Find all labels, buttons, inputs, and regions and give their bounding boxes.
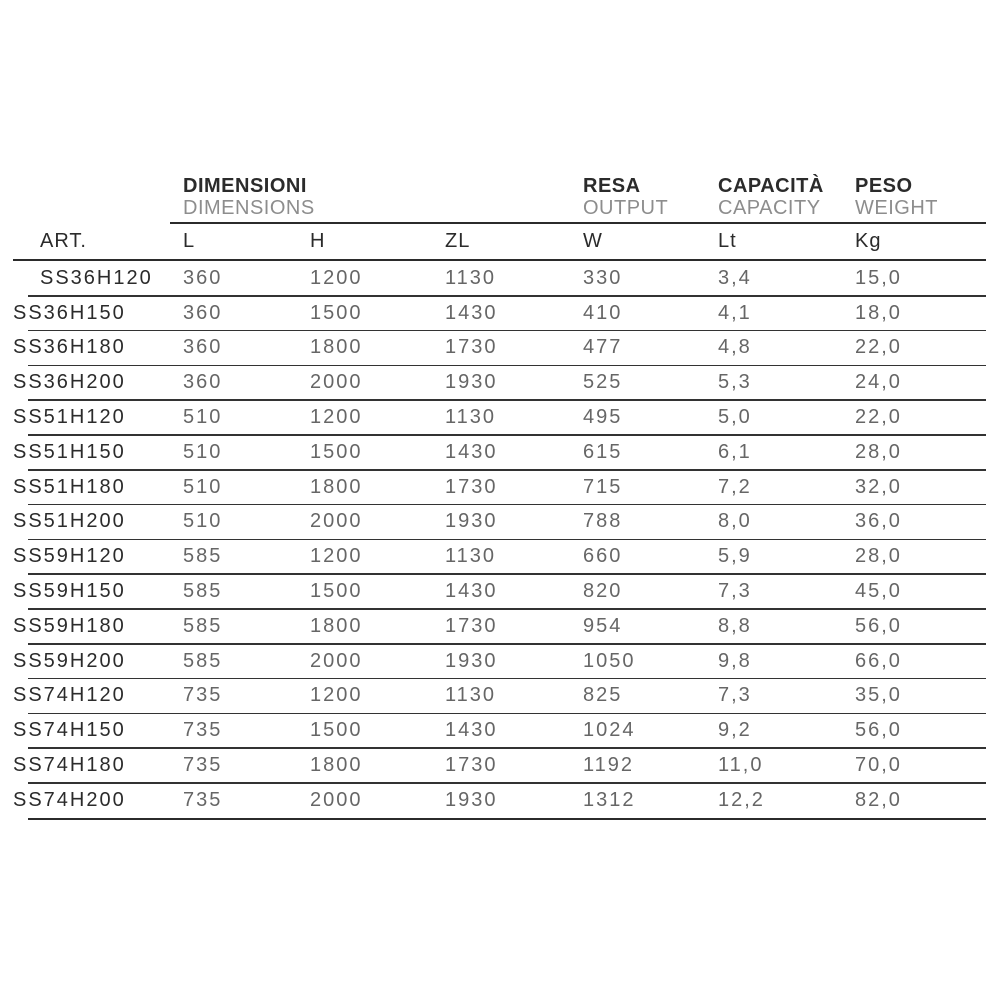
cell-zl: 1430 xyxy=(445,580,498,603)
cell-lt: 7,3 xyxy=(718,580,752,603)
cell-art: SS59H180 xyxy=(13,614,126,637)
group-header-secondary: OUTPUT xyxy=(583,197,669,219)
column-header-w: W xyxy=(583,230,603,252)
column-header-kg: Kg xyxy=(855,230,882,252)
row-separator xyxy=(28,713,986,715)
table-row xyxy=(13,748,986,783)
cell-kg: 56,0 xyxy=(855,614,902,637)
cell-kg: 22,0 xyxy=(855,406,902,429)
cell-h: 1800 xyxy=(310,336,363,359)
cell-lt: 5,3 xyxy=(718,371,752,394)
cell-art: SS36H150 xyxy=(13,301,126,324)
cell-kg: 24,0 xyxy=(855,371,902,394)
cell-w: 1312 xyxy=(583,788,636,811)
cell-art: SS59H150 xyxy=(13,580,126,603)
group-header-output xyxy=(583,175,718,222)
cell-kg: 22,0 xyxy=(855,336,902,359)
cell-lt: 7,3 xyxy=(718,684,752,707)
cell-kg: 28,0 xyxy=(855,545,902,568)
cell-w: 788 xyxy=(583,510,623,533)
cell-l: 735 xyxy=(183,754,223,777)
cell-h: 1500 xyxy=(310,440,363,463)
group-header-primary: RESA xyxy=(583,175,641,197)
cell-art: SS51H150 xyxy=(13,440,126,463)
row-separator xyxy=(28,469,986,471)
cell-w: 477 xyxy=(583,336,623,359)
cell-w: 525 xyxy=(583,371,623,394)
row-separator xyxy=(28,365,986,367)
cell-kg: 32,0 xyxy=(855,475,902,498)
row-separator xyxy=(28,608,986,610)
table-row xyxy=(13,644,986,679)
table-row xyxy=(13,505,986,540)
table-row xyxy=(13,609,986,644)
cell-art: SS36H120 xyxy=(40,266,153,289)
cell-l: 360 xyxy=(183,266,223,289)
table-row xyxy=(13,470,986,505)
cell-l: 585 xyxy=(183,580,223,603)
cell-art: SS74H180 xyxy=(13,754,126,777)
cell-w: 954 xyxy=(583,614,623,637)
cell-zl: 1730 xyxy=(445,336,498,359)
cell-kg: 70,0 xyxy=(855,754,902,777)
table-row xyxy=(13,296,986,331)
spec-table xyxy=(13,175,986,820)
cell-art: SS59H200 xyxy=(13,649,126,672)
cell-lt: 9,2 xyxy=(718,719,752,742)
row-separator xyxy=(28,539,986,541)
cell-h: 1200 xyxy=(310,266,363,289)
cell-art: SS36H200 xyxy=(13,371,126,394)
table-row xyxy=(13,400,986,435)
cell-w: 1050 xyxy=(583,649,636,672)
cell-l: 585 xyxy=(183,649,223,672)
cell-zl: 1930 xyxy=(445,649,498,672)
cell-w: 330 xyxy=(583,266,623,289)
cell-art: SS74H200 xyxy=(13,788,126,811)
cell-l: 360 xyxy=(183,336,223,359)
table-row xyxy=(13,261,986,296)
cell-lt: 5,0 xyxy=(718,406,752,429)
cell-h: 2000 xyxy=(310,649,363,672)
cell-l: 510 xyxy=(183,440,223,463)
cell-lt: 8,8 xyxy=(718,614,752,637)
cell-w: 1024 xyxy=(583,719,636,742)
column-header-h: H xyxy=(310,230,326,252)
row-separator xyxy=(28,434,986,436)
table-row xyxy=(13,365,986,400)
cell-lt: 11,0 xyxy=(718,754,764,777)
cell-w: 495 xyxy=(583,406,623,429)
cell-lt: 12,2 xyxy=(718,788,765,811)
cell-h: 1800 xyxy=(310,754,363,777)
table-row xyxy=(13,574,986,609)
cell-h: 1200 xyxy=(310,684,363,707)
row-separator xyxy=(28,643,986,645)
cell-zl: 1730 xyxy=(445,614,498,637)
row-separator xyxy=(28,330,986,332)
cell-l: 510 xyxy=(183,406,223,429)
cell-art: SS51H120 xyxy=(13,406,126,429)
cell-art: SS59H120 xyxy=(13,545,126,568)
column-header-l: L xyxy=(183,230,196,252)
cell-lt: 3,4 xyxy=(718,266,752,289)
cell-w: 825 xyxy=(583,684,623,707)
cell-w: 715 xyxy=(583,475,623,498)
cell-lt: 5,9 xyxy=(718,545,752,568)
cell-h: 1800 xyxy=(310,614,363,637)
cell-l: 585 xyxy=(183,614,223,637)
table-bottom-rule xyxy=(28,818,986,820)
table-column-header-row xyxy=(13,224,986,259)
column-header-art: ART. xyxy=(40,230,87,252)
cell-zl: 1930 xyxy=(445,371,498,394)
cell-l: 735 xyxy=(183,719,223,742)
table-group-header-row xyxy=(13,175,986,222)
cell-lt: 9,8 xyxy=(718,649,752,672)
cell-zl: 1130 xyxy=(445,684,497,707)
cell-l: 585 xyxy=(183,545,223,568)
cell-art: SS36H180 xyxy=(13,336,126,359)
cell-h: 1500 xyxy=(310,580,363,603)
cell-zl: 1430 xyxy=(445,440,498,463)
cell-art: SS51H200 xyxy=(13,510,126,533)
group-header-weight xyxy=(855,175,986,222)
cell-lt: 4,8 xyxy=(718,336,752,359)
table-row xyxy=(13,539,986,574)
cell-kg: 15,0 xyxy=(855,266,902,289)
cell-h: 1200 xyxy=(310,545,363,568)
cell-kg: 36,0 xyxy=(855,510,902,533)
cell-l: 735 xyxy=(183,788,223,811)
row-separator xyxy=(28,295,986,297)
group-header-dimensions xyxy=(183,175,583,222)
cell-h: 1500 xyxy=(310,301,363,324)
group-header-secondary: CAPACITY xyxy=(718,197,821,219)
table-row xyxy=(13,679,986,714)
group-header-secondary: WEIGHT xyxy=(855,197,938,219)
table-row xyxy=(13,713,986,748)
group-header-capacity xyxy=(718,175,855,222)
cell-zl: 1730 xyxy=(445,754,498,777)
cell-zl: 1130 xyxy=(445,266,497,289)
cell-w: 660 xyxy=(583,545,623,568)
group-header-primary: PESO xyxy=(855,175,913,197)
table-body xyxy=(13,259,986,820)
cell-kg: 35,0 xyxy=(855,684,902,707)
cell-w: 820 xyxy=(583,580,623,603)
cell-h: 2000 xyxy=(310,510,363,533)
column-header-zl: ZL xyxy=(445,230,471,252)
cell-zl: 1930 xyxy=(445,788,498,811)
cell-kg: 28,0 xyxy=(855,440,902,463)
cell-art: SS74H120 xyxy=(13,684,126,707)
cell-h: 2000 xyxy=(310,788,363,811)
cell-kg: 82,0 xyxy=(855,788,902,811)
row-separator xyxy=(28,678,986,680)
cell-h: 1800 xyxy=(310,475,363,498)
cell-lt: 7,2 xyxy=(718,475,752,498)
row-separator xyxy=(28,782,986,784)
row-separator xyxy=(28,747,986,749)
cell-lt: 4,1 xyxy=(718,301,752,324)
cell-w: 1192 xyxy=(583,754,635,777)
cell-l: 510 xyxy=(183,510,223,533)
cell-art: SS51H180 xyxy=(13,475,126,498)
cell-lt: 6,1 xyxy=(718,440,752,463)
cell-w: 410 xyxy=(583,301,623,324)
cell-zl: 1930 xyxy=(445,510,498,533)
row-separator xyxy=(28,504,986,506)
cell-h: 2000 xyxy=(310,371,363,394)
cell-h: 1500 xyxy=(310,719,363,742)
cell-kg: 18,0 xyxy=(855,301,902,324)
table-row xyxy=(13,435,986,470)
cell-lt: 8,0 xyxy=(718,510,752,533)
cell-art: SS74H150 xyxy=(13,719,126,742)
cell-kg: 56,0 xyxy=(855,719,902,742)
cell-l: 360 xyxy=(183,301,223,324)
row-separator xyxy=(28,573,986,575)
group-header-primary: DIMENSIONI xyxy=(183,175,307,197)
cell-l: 360 xyxy=(183,371,223,394)
cell-zl: 1130 xyxy=(445,406,497,429)
cell-zl: 1430 xyxy=(445,719,498,742)
table-row xyxy=(13,783,986,818)
cell-zl: 1430 xyxy=(445,301,498,324)
table-row xyxy=(13,331,986,366)
cell-kg: 45,0 xyxy=(855,580,902,603)
cell-zl: 1730 xyxy=(445,475,498,498)
group-header-secondary: DIMENSIONS xyxy=(183,197,315,219)
cell-zl: 1130 xyxy=(445,545,497,568)
cell-w: 615 xyxy=(583,440,623,463)
column-header-lt: Lt xyxy=(718,230,737,252)
cell-h: 1200 xyxy=(310,406,363,429)
cell-l: 510 xyxy=(183,475,223,498)
cell-kg: 66,0 xyxy=(855,649,902,672)
row-separator xyxy=(28,399,986,401)
cell-l: 735 xyxy=(183,684,223,707)
group-header-primary: CAPACITÀ xyxy=(718,175,824,197)
